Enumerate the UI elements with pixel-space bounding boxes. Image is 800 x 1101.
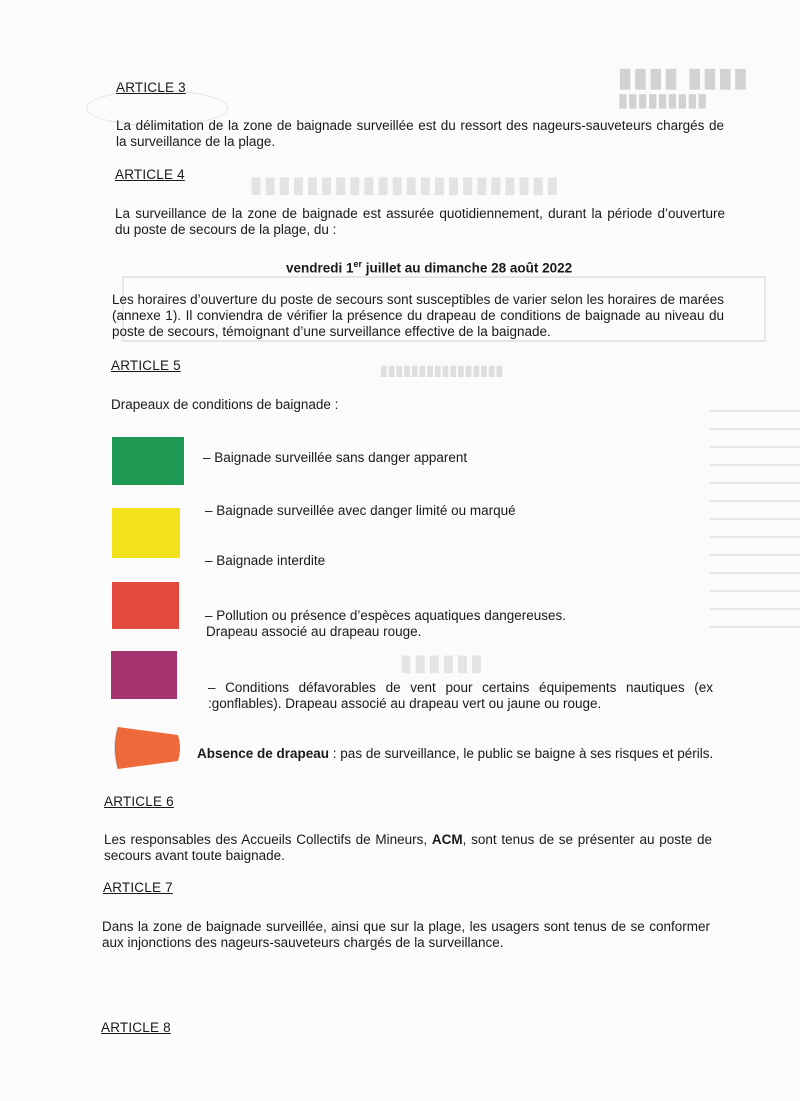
flag-red	[112, 582, 179, 629]
cone-icon	[112, 725, 182, 771]
article-7-heading: ARTICLE 7	[103, 880, 173, 895]
article-4-text: Les horaires d’ouverture du poste de secours sont susceptibles de varier selon les horaires de marées (annexe 1). Il conviendra de vérifier la présence du drapeau de conditions de baignade au niveau du poste de secours, témoignant d’une surveillance effective de la baignade.	[112, 292, 724, 339]
flags-intro: Drapeaux de conditions de baignade :	[111, 397, 339, 412]
flag-pollution-label: – Pollution ou présence d’espèces aquatiques dangereuses.	[205, 608, 567, 623]
article-4-heading: ARTICLE 4	[115, 167, 185, 182]
article-3-heading: ARTICLE 3	[116, 80, 186, 95]
article-7-text: Dans la zone de baignade surveillée, ainsi que sur la plage, les usagers sont tenus de se conformer aux injonctions des nageurs-sauveteurs chargés de la surveillance.	[102, 919, 710, 950]
flag-purple-label: – Conditions défavorables de vent pour certains équipements nautiques (ex :gonflables). Drapeau associé au drapeau vert ou jaune ou rouge.	[208, 680, 713, 711]
article-6-text-start: Les responsables des Accueils Collectifs de Mineurs,	[104, 832, 432, 847]
bleed-through-subtitle: ▮▮▮▮▮▮▮▮▮▮▮▮▮▮▮▮	[380, 362, 504, 378]
flag-pollution-label-2: Drapeau associé au drapeau rouge.	[206, 624, 422, 639]
bleed-through-logo: ▮▮▮▮ ▮▮▮▮	[618, 62, 749, 92]
flag-red-label: – Baignade interdite	[205, 553, 326, 568]
article-3-text: La délimitation de la zone de baignade surveillée est du ressort des nageurs-sauveteurs chargés de la surveillance de la plage.	[116, 118, 724, 149]
absence-flag-description: : pas de surveillance, le public se baigne à ses risques et périls.	[329, 746, 714, 761]
absence-flag-text	[197, 746, 713, 762]
absence-flag-label: Absence de drapeau	[197, 746, 330, 761]
article-4-intro: La surveillance de la zone de baignade est assurée quotidiennement, durant la période d’ouverture du poste de secours de la plage, du :	[115, 206, 725, 237]
flag-purple	[111, 651, 177, 699]
bleed-through-text	[710, 400, 800, 640]
dates-end: juillet au dimanche 28 août 2022	[362, 260, 573, 276]
article-8-heading: ARTICLE 8	[101, 1020, 171, 1035]
acm-abbreviation: ACM	[431, 832, 463, 847]
flag-green-label: – Baignade surveillée sans danger apparent	[203, 450, 468, 465]
dates-start: vendredi 1	[286, 260, 354, 276]
flag-yellow	[112, 508, 180, 558]
article-6-heading: ARTICLE 6	[104, 794, 174, 809]
bleed-through-logo-sub: ▮▮▮▮▮▮▮▮▮	[618, 90, 708, 110]
article-5-heading: ARTICLE 5	[111, 358, 181, 373]
article-6-text-end: , sont tenus de se présenter au poste de secours avant toute baignade.	[104, 832, 712, 863]
dates-ordinal: er	[353, 259, 363, 269]
article-6-text	[104, 832, 712, 864]
bleed-through-title: ▮▮▮▮▮▮▮▮▮▮▮▮▮▮▮▮▮▮▮▮▮▮	[250, 172, 561, 197]
flag-yellow-label: – Baignade surveillée avec danger limité ou marqué	[205, 503, 516, 518]
bleed-through-heading: ▮▮▮▮▮▮	[400, 650, 485, 675]
flag-green	[112, 437, 184, 485]
surveillance-dates	[286, 259, 572, 276]
